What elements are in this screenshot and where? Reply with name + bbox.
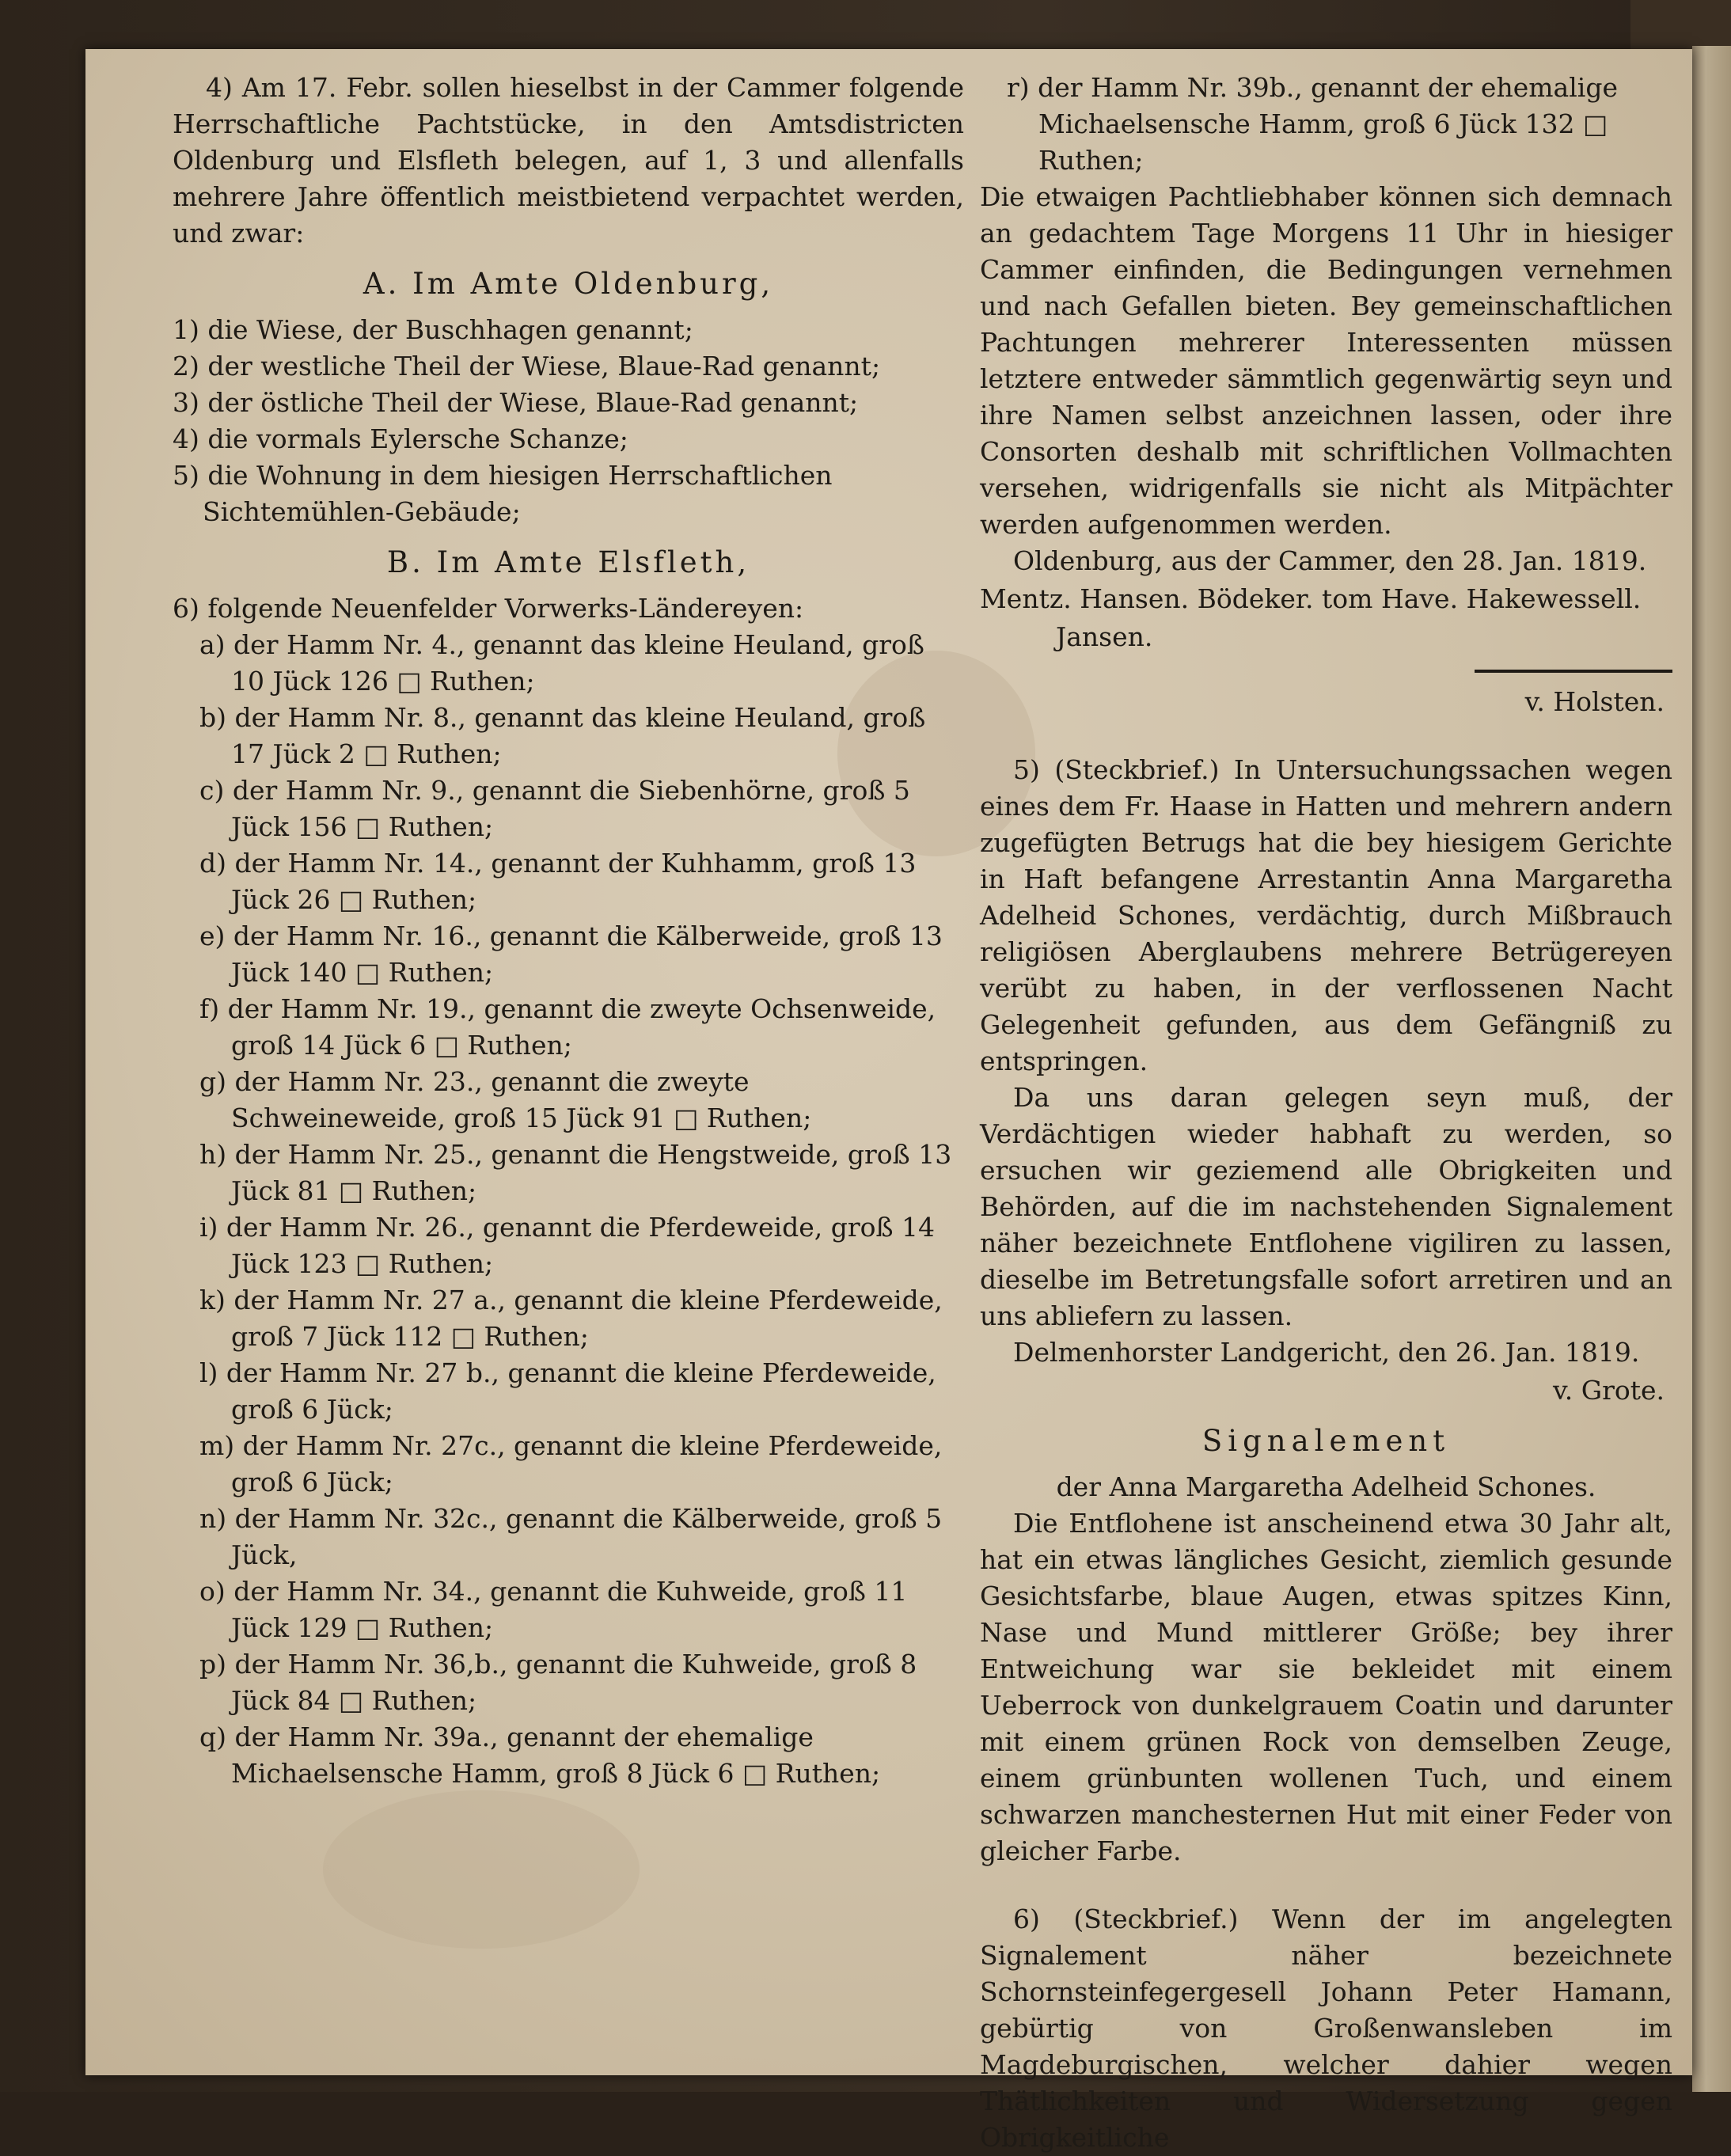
sub-list-item: p) der Hamm Nr. 36,b., genannt die Kuhweide, groß 8 Jück 84 □ Ruthen;	[199, 1649, 917, 1716]
signalement-title: Signalement	[1201, 1424, 1451, 1458]
sub-list-item: e) der Hamm Nr. 16., genannt die Kälberweide, groß 13 Jück 140 □ Ruthen;	[199, 920, 943, 988]
list-item: 3) der östliche Theil der Wiese, Blaue-Rad genannt;	[173, 387, 859, 418]
sub-list-item: i) der Hamm Nr. 26., genannt die Pferdeweide, groß 14 Jück 123 □ Ruthen;	[199, 1212, 935, 1279]
signatories-cont: Jansen.	[1056, 621, 1153, 652]
place-date: Oldenburg, aus der Cammer, den 28. Jan. 1819.	[1013, 545, 1647, 576]
heading-amt-oldenburg: A. Im Amte Oldenburg,	[363, 267, 774, 301]
left-column	[173, 70, 964, 1792]
sub-list-item: q) der Hamm Nr. 39a., genannt der ehemalige Michaelsensche Hamm, groß 8 Jück 6 □ Ruthen;	[199, 1721, 881, 1789]
heading-amt-elsfleth: B. Im Amte Elsfleth,	[386, 545, 750, 579]
next-page-edge	[1692, 46, 1731, 2092]
list-item: 2) der westliche Theil der Wiese, Blaue-Rad genannt;	[173, 351, 881, 381]
signalement-subtitle: der Anna Margaretha Adelheid Schones.	[1056, 1471, 1596, 1502]
notice-4-intro: 4) Am 17. Febr. sollen hieselbst in der Cammer folgende Herrschaftliche Pachtstücke, in den Amtsdistricten Oldenburg und Elsfleth belegen, auf 1, 3 und allenfalls mehrere Jahre öffentlich meistbietend verpachtet werden, und zwar:	[173, 72, 964, 249]
list-item: 5) die Wohnung in dem hiesigen Herrschaftlichen Sichtemühlen-Gebäude;	[173, 460, 833, 527]
sub-list-item: c) der Hamm Nr. 9., genannt die Siebenhörne, groß 5 Jück 156 □ Ruthen;	[199, 775, 910, 842]
sub-list-item: h) der Hamm Nr. 25., genannt die Hengstweide, groß 13 Jück 81 □ Ruthen;	[199, 1139, 952, 1206]
sub-list-item: k) der Hamm Nr. 27 a., genannt die kleine Pferdeweide, groß 7 Jück 112 □ Ruthen;	[199, 1285, 943, 1352]
list-item: 1) die Wiese, der Buschhagen genannt;	[173, 314, 693, 345]
notice-6-steckbrief: 6) (Steckbrief.) Wenn der im angelegten Signalement näher bezeichnete Schornsteinfegergesell Johann Peter Hamann, gebürtig von Großenwansleben im Magdeburgischen, welcher dahier wegen Thätlichkeiten und Widersetzung gegen Obrigkeitliche	[980, 1904, 1672, 2153]
sub-list-item: g) der Hamm Nr. 23., genannt die zweyte Schweineweide, groß 15 Jück 91 □ Ruthen;	[199, 1066, 812, 1133]
sub-list-item: d) der Hamm Nr. 14., genannt der Kuhhamm, groß 13 Jück 26 □ Ruthen;	[199, 848, 917, 915]
sub-list-item: o) der Hamm Nr. 34., genannt die Kuhweide, groß 11 Jück 129 □ Ruthen;	[199, 1576, 908, 1643]
sub-list-item: r) der Hamm Nr. 39b., genannt der ehemalige Michaelsensche Hamm, groß 6 Jück 132 □ Ruthen;	[1007, 72, 1618, 176]
paper-stain	[323, 1790, 640, 1949]
sub-list-item: f) der Hamm Nr. 19., genannt die zweyte Ochsenweide, groß 14 Jück 6 □ Ruthen;	[199, 993, 936, 1061]
lease-conditions: Die etwaigen Pachtliebhaber können sich demnach an gedachtem Tage Morgens 11 Uhr in hiesiger Cammer einfinden, die Bedingungen vernehmen und nach Gefallen bieten. Bey gemeinschaftlichen Pachtungen mehrerer Interessenten müssen letztere entweder sämmtlich gegenwärtig seyn und ihre Namen selbst anzeichnen lassen, oder ihre Consorten deshalb mit schriftlichen Vollmachten versehen, widrigenfalls sie nicht als Mitpächter werden aufgenommen werden.	[980, 181, 1672, 540]
sub-list-item: m) der Hamm Nr. 27c., genannt die kleine Pferdeweide, groß 6 Jück;	[199, 1430, 943, 1497]
signature-grote: v. Grote.	[1553, 1375, 1665, 1406]
court-date: Delmenhorster Landgericht, den 26. Jan. 1819.	[1013, 1337, 1640, 1368]
signatories: Mentz. Hansen. Bödeker. tom Have. Hakewessell.	[980, 583, 1642, 614]
sub-list-item: l) der Hamm Nr. 27 b., genannt die kleine Pferdeweide, groß 6 Jück;	[199, 1357, 936, 1425]
signature-holsten: v. Holsten.	[1524, 686, 1665, 717]
signalement-text: Die Entflohene ist anscheinend etwa 30 Jahr alt, hat ein etwas längliches Gesicht, ziemlich gesunde Gesichtsfarbe, blaue Augen, etwas spitzes Kinn, Nase und Mund mittlerer Größe; bey ihrer Entweichung war sie bekleidet mit einem Ueberrock von dunkelgrauem Coatin und darunter mit einem grünen Rock von demselben Zeuge, einem grünbunten wollenen Tuch, und einem schwarzen manchesternen Hut mit einer Feder von gleicher Farbe.	[980, 1508, 1672, 1866]
divider	[1475, 670, 1672, 673]
notice-5-steckbrief: 5) (Steckbrief.) In Untersuchungssachen wegen eines dem Fr. Haase in Hatten und mehrern andern zugefügten Betrugs hat die bey hiesigem Gerichte in Haft befangene Arrestantin Anna Margaretha Adelheid Schones, verdächtig, durch Mißbrauch religiösen Aberglaubens mehrere Betrügereyen verübt zu haben, in der verflossenen Nacht Gelegenheit gefunden, aus dem Gefängniß zu entspringen.	[980, 754, 1672, 1076]
list-item: 6) folgende Neuenfelder Vorwerks-Ländereyen:	[173, 593, 804, 624]
notice-5-request: Da uns daran gelegen seyn muß, der Verdächtigen wieder habhaft zu werden, so ersuchen wir geziemend alle Obrigkeiten und Behörden, auf die im nachstehenden Signalement näher bezeichnete Entflohene vigiliren zu lassen, dieselbe im Betretungsfalle sofort arretiren und an uns abliefern zu lassen.	[980, 1082, 1672, 1331]
list-item: 4) die vormals Eylersche Schanze;	[173, 423, 628, 454]
sub-list-item: a) der Hamm Nr. 4., genannt das kleine Heuland, groß 10 Jück 126 □ Ruthen;	[199, 629, 924, 697]
sub-list-item: b) der Hamm Nr. 8., genannt das kleine Heuland, groß 17 Jück 2 □ Ruthen;	[199, 702, 926, 769]
right-column	[980, 70, 1672, 2156]
sub-list-item: n) der Hamm Nr. 32c., genannt die Kälberweide, groß 5 Jück,	[199, 1503, 943, 1570]
